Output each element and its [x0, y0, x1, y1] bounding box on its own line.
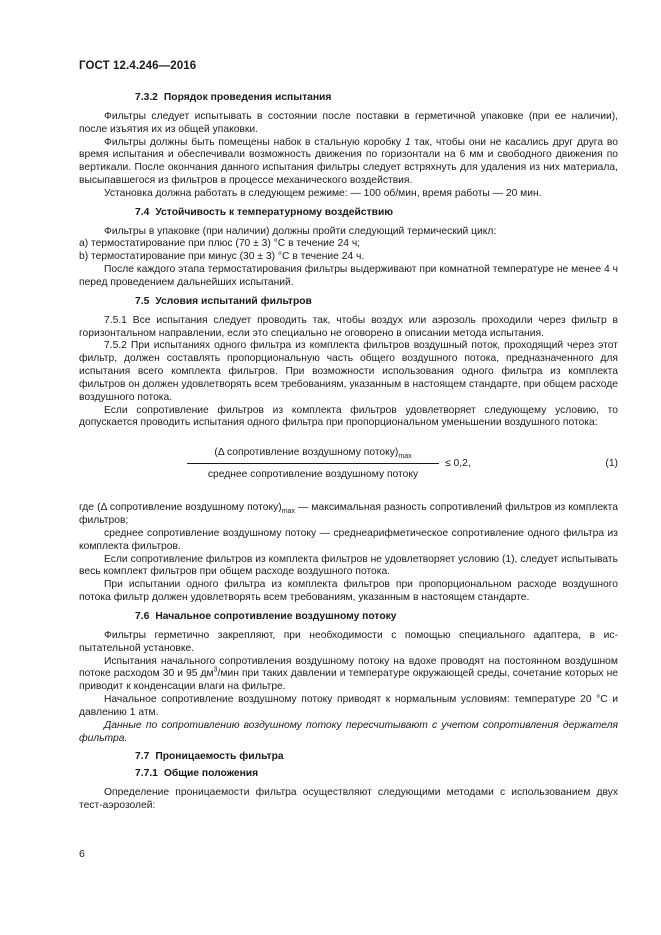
paragraph: При испытании одного фильтра из комплекта фильтров при пропорциональном расходе воздушного потока фильтр должен удовлетворять всем требованиям, указанным в настоящем стандарте.: [79, 579, 618, 604]
formula-1: [79, 446, 618, 490]
paragraph-7-5-2: 7.5.2 При испытаниях одного фильтра из комплекта фильтров воздушный поток, проходящий через этот фильтр, должен составлять пропорциональную часть общего воздушного потока, предназначенного для испытания всего комплекта фильтров. При возможности использования одного фильтра из комплекта фильтров он должен удовлетворять всем требованиям, указанным в настоящем стандарте, при общем расходе воздушного потока.: [79, 340, 618, 403]
formula-numerator: [187, 446, 439, 464]
subsection-title: Общие положения: [163, 768, 259, 780]
list-item-b: b) термостатирование при минус (30 ± 3) °С в течение 24 ч.: [79, 251, 365, 263]
paragraph: Фильтры герметично закрепляют, при необходимости с помощью специального адаптера, в испытательной установке.: [79, 629, 618, 654]
numerator-text: (Δ сопротивление воздушному потоку): [214, 447, 399, 459]
list-item-a: a) термостатирование при плюс (70 ± 3) °С в течение 24 ч;: [79, 238, 361, 250]
figure-reference: 1: [404, 136, 411, 148]
section-heading-7-4: [79, 207, 618, 220]
text-run: Фильтры должны быть помещены набок в стальную коробку: [104, 136, 405, 148]
section-number: 7.3.2: [135, 92, 158, 103]
paragraph: Если сопротивление фильтров из комплекта фильтров не удовлетворяет условию (1), следует испытывать весь комплект фильтров при общем расходе воздушного потока.: [79, 553, 618, 578]
subscript: max: [281, 508, 295, 516]
text-run: /мин при таких давлении и температуре окружающей среды, сочетание которых не приводит к конденсации влаги на фильтре.: [79, 668, 618, 693]
formula-relation: ≤ 0,2,: [445, 458, 471, 470]
page-content: [79, 92, 618, 813]
section-title: Проницаемость фильтра: [155, 751, 284, 763]
equation-number: (1): [605, 458, 618, 470]
section-title: Условия испытаний фильтров: [155, 295, 312, 307]
paragraph: Начальное сопротивление воздушному потоку приводят к нормальным условиям: температуре 20 °С и давлению 1 атм.: [79, 694, 618, 718]
subsection-heading-7-7-1: [79, 768, 618, 781]
formula-denominator: среднее сопротивление воздушному потоку: [207, 469, 419, 481]
paragraph: Определение проницаемости фильтра осуществляют следующими методами с использованием двух тест-аэрозолей:: [79, 787, 618, 811]
standard-header: ГОСТ 12.4.246—2016: [79, 60, 197, 72]
paragraph: Фильтры следует испытывать в состоянии после поставки в герметичной упаковке (при ее наличии), после изъятия их из общей упаковки.: [79, 110, 618, 135]
paragraph: Если сопротивление фильтров из комплекта фильтров удовлетворяет следующему условию, то допускается проводить испытания одного фильтра при пропорциональном уменьшении воздушного потока:: [79, 404, 618, 429]
superscript: 3: [213, 666, 218, 674]
text-run: Испытания начального сопротивления воздушному потоку на вдохе проводят на постоянном воздушном потоке расходом 30 и 95 дм: [79, 655, 618, 680]
where-clause: [79, 502, 618, 528]
section-number: 7.4: [135, 206, 150, 218]
section-heading-7-6: [79, 611, 618, 624]
page-number: 6: [79, 848, 85, 860]
text-run: где (Δ сопротивление воздушному потоку): [79, 502, 282, 514]
section-title: Устойчивость к температурному воздействию: [155, 206, 394, 218]
section-title: Начальное сопротивление воздушному потоку: [155, 611, 397, 622]
numerator-subscript: max: [398, 453, 412, 461]
section-heading-7-3-2: [79, 92, 618, 105]
text-run: так, чтобы они не касались друг друга во время испытания и обеспечивали возможность движения по горизонтали на 6 мм и свободного движения по вертикали. После окончания данного испытания фильтры следует встряхнуть для удаления из них материала, высыпавшегося из фильтров в процессе механического воздействия.: [79, 136, 618, 187]
paragraph: После каждого этапа термостатирования фильтры выдерживают при комнатной температуре не менее 4 ч перед проведением дальнейших испытаний.: [79, 264, 618, 288]
section-number: 7.5: [135, 295, 150, 307]
section-heading-7-7: [79, 751, 618, 764]
paragraph: Фильтры в упаковке (при наличии) должны пройти следующий термический цикл:: [104, 225, 497, 237]
paragraph: Установка должна работать в следующем режиме: — 100 об/мин, время работы — 20 мин.: [104, 187, 542, 199]
section-title: Порядок проведения испытания: [163, 92, 332, 103]
section-number: 7.7: [135, 751, 150, 763]
section-number: 7.6: [135, 611, 150, 622]
section-heading-7-5: [79, 296, 618, 309]
paragraph: [79, 137, 618, 188]
definition: среднее сопротивление воздушному потоку — среднеарифметическое сопротивление одного фильтра из комплекта фильтров.: [79, 527, 618, 552]
subsection-number: 7.7.1: [135, 768, 158, 780]
italic-note: Данные по сопротивлению воздушному потоку пересчитывают с учетом сопротивления держателя фильтра.: [79, 719, 618, 744]
text-run: — максимальная разность сопротивлений фильтров из комплекта фильтров;: [79, 502, 619, 527]
paragraph-7-5-1: 7.5.1 Все испытания следует проводить так, чтобы воздух или аэрозоль проходили через фильтр в горизонтальном направлении, если это специально не оговорено в описании метода испытания.: [79, 314, 618, 339]
formula-fraction: [187, 446, 439, 482]
paragraph: [79, 656, 618, 695]
